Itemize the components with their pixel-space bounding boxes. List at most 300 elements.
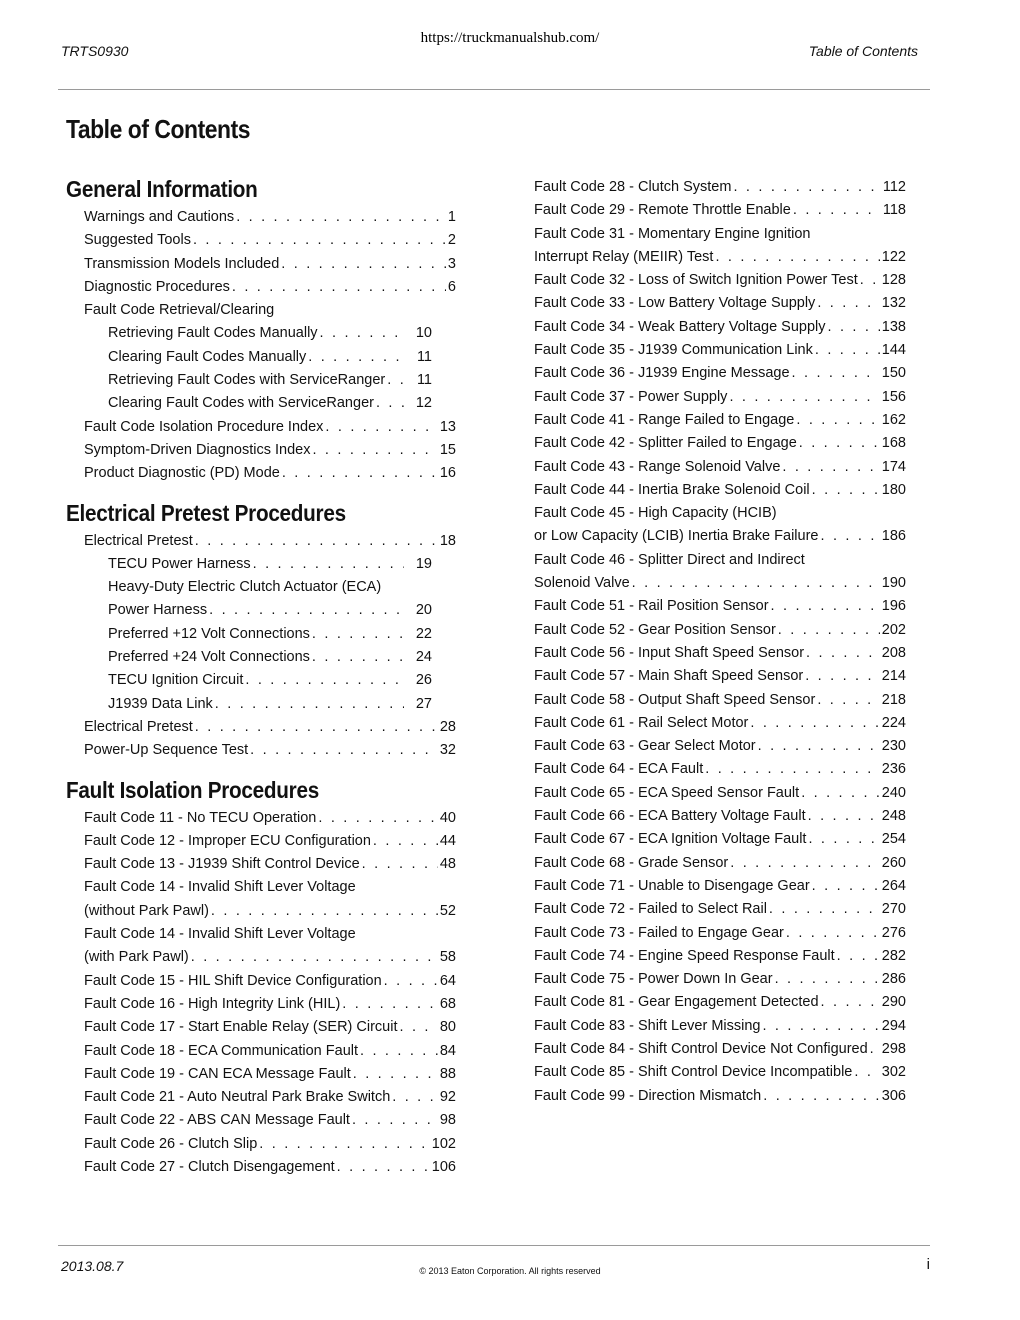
toc-page-number: 80 — [439, 1019, 456, 1036]
toc-entry-title: Fault Code 68 - Grade Sensor — [534, 854, 729, 871]
toc-page-number: 13 — [439, 418, 456, 435]
toc-entry[interactable] — [66, 1109, 456, 1132]
toc-entry[interactable] — [66, 946, 456, 969]
toc-entry-title: Fault Code 12 - Improper ECU Configuration — [84, 832, 371, 849]
toc-entry[interactable] — [534, 246, 906, 269]
dot-leader — [733, 176, 880, 199]
dot-leader — [817, 689, 879, 712]
toc-entry-title: Fault Code 33 - Low Battery Voltage Supply — [534, 295, 816, 312]
toc-entry[interactable] — [66, 599, 432, 622]
toc-section — [66, 176, 466, 486]
dot-leader — [778, 619, 880, 642]
toc-entry-title: Fault Code 51 - Rail Position Sensor — [534, 598, 769, 615]
dot-leader — [771, 595, 880, 618]
toc-page-number: 19 — [415, 555, 432, 572]
toc-entry[interactable] — [534, 362, 906, 385]
toc-page-number: 112 — [882, 179, 906, 195]
dot-leader — [360, 1040, 438, 1063]
dot-leader — [820, 525, 879, 548]
toc-entry[interactable] — [66, 346, 432, 369]
toc-entry-title: Fault Code 63 - Gear Select Motor — [534, 738, 756, 755]
toc-page-number: 2 — [447, 232, 456, 249]
toc-entry[interactable] — [534, 456, 906, 479]
toc-page-number: 286 — [881, 971, 906, 988]
toc-entry-title: Fault Code 58 - Output Shaft Speed Sensor — [534, 691, 816, 708]
toc-entry-title: Fault Code 42 - Splitter Failed to Engage — [534, 435, 797, 452]
dot-leader — [337, 1156, 430, 1179]
toc-page-number: 180 — [881, 481, 906, 498]
toc-page-number: 132 — [881, 295, 906, 312]
toc-entry-title: Fault Code 35 - J1939 Communication Link — [534, 342, 813, 359]
dot-leader — [821, 991, 880, 1014]
toc-page-number: 298 — [881, 1040, 906, 1057]
dot-leader — [799, 432, 880, 455]
toc-entry[interactable] — [66, 623, 432, 646]
toc-entry[interactable] — [66, 1133, 456, 1156]
toc-page-number: 24 — [415, 649, 432, 666]
toc-entry[interactable] — [534, 339, 906, 362]
toc-page-number: 214 — [881, 668, 906, 685]
dot-leader — [325, 416, 437, 439]
dot-leader — [792, 362, 880, 385]
dot-leader — [808, 828, 879, 851]
toc-entry-title: Warnings and Cautions — [84, 209, 235, 225]
toc-entry-title: Preferred +24 Volt Connections — [108, 649, 310, 666]
toc-entry-title: Fault Code 27 - Clutch Disengagement — [84, 1158, 335, 1175]
toc-entry-title: Fault Code Isolation Procedure Index — [84, 418, 324, 435]
toc-page-number: 276 — [881, 924, 906, 941]
source-url: https://truckmanualshub.com/ — [420, 30, 600, 46]
toc-entry-title: Fault Code 34 - Weak Battery Voltage Supply — [534, 318, 826, 335]
toc-entry[interactable] — [534, 479, 906, 502]
dot-leader — [782, 456, 879, 479]
toc-page-number: 240 — [881, 784, 906, 801]
toc-page-number: 12 — [415, 395, 432, 412]
dot-leader — [808, 805, 880, 828]
dot-leader — [312, 623, 404, 646]
toc-page-number: 248 — [881, 808, 906, 825]
dot-leader — [195, 716, 438, 739]
toc-entry-title: Fault Code 75 - Power Down In Gear — [534, 971, 773, 988]
toc-page-number: 230 — [881, 738, 906, 755]
toc-entry-title: Product Diagnostic (PD) Mode — [84, 465, 280, 482]
toc-entry[interactable] — [66, 646, 432, 669]
toc-entry-title: Transmission Models Included — [84, 255, 280, 272]
toc-entry-title: Fault Code 73 - Failed to Engage Gear — [534, 924, 784, 941]
dot-leader — [632, 572, 880, 595]
dot-leader — [211, 900, 438, 923]
toc-entry-title: Fault Code 66 - ECA Battery Voltage Fault — [534, 808, 806, 825]
dot-leader — [763, 1085, 880, 1108]
dot-leader — [806, 642, 880, 665]
toc-entry-heading[interactable]: Fault Code 45 - High Capacity (HCIB) — [534, 505, 777, 522]
toc-entry[interactable] — [66, 993, 456, 1016]
toc-entry[interactable] — [66, 462, 456, 485]
toc-page-number: 3 — [447, 255, 456, 272]
toc-entry-title: Fault Code 36 - J1939 Engine Message — [534, 365, 790, 382]
toc-entry[interactable] — [66, 669, 432, 692]
dot-leader — [812, 875, 880, 898]
toc-page-number: 6 — [447, 278, 456, 295]
toc-entry[interactable] — [66, 276, 456, 299]
toc-right-column — [534, 176, 914, 1108]
toc-page-number: 11 — [416, 348, 432, 365]
toc-entry[interactable] — [66, 553, 432, 576]
toc-page-number: 84 — [439, 1042, 456, 1059]
dot-leader — [250, 739, 438, 762]
toc-entry[interactable] — [66, 369, 432, 392]
toc-entry-title: Fault Code 71 - Unable to Disengage Gear — [534, 877, 810, 894]
toc-entry[interactable] — [66, 439, 456, 462]
toc-entry-heading[interactable]: Fault Code 46 - Splitter Direct and Indirect — [534, 551, 805, 568]
toc-entry[interactable] — [534, 945, 906, 968]
toc-entry[interactable] — [534, 968, 906, 991]
toc-entry[interactable] — [66, 1063, 456, 1086]
dot-leader — [373, 830, 438, 853]
toc-entry-heading[interactable]: Fault Code 14 - Invalid Shift Lever Voltage — [84, 926, 356, 943]
toc-page-number: 92 — [439, 1089, 456, 1106]
dot-leader — [828, 316, 880, 339]
dot-leader — [259, 1133, 430, 1156]
section-heading[interactable]: Fault Isolation Procedures — [66, 776, 319, 803]
toc-page-number: 138 — [881, 318, 906, 335]
toc-entry[interactable] — [534, 898, 906, 921]
dot-leader — [209, 599, 404, 622]
toc-page-number: 128 — [881, 272, 906, 289]
toc-entry[interactable] — [534, 1038, 906, 1061]
toc-entry-title: Retrieving Fault Codes Manually — [108, 325, 318, 342]
toc-page-number: 106 — [431, 1158, 456, 1175]
toc-entry-title: Fault Code 19 - CAN ECA Message Fault — [84, 1065, 351, 1082]
page-title: Table of Contents — [66, 114, 251, 144]
toc-entry[interactable] — [534, 712, 906, 735]
dot-leader — [215, 693, 404, 716]
toc-entry-title: Fault Code 26 - Clutch Slip — [84, 1135, 258, 1152]
dot-leader — [362, 853, 438, 876]
toc-page-number: 28 — [439, 718, 456, 735]
toc-entry[interactable] — [534, 595, 906, 618]
toc-entry-title: Fault Code 29 - Remote Throttle Enable — [534, 202, 791, 219]
dot-leader — [193, 229, 446, 252]
header-divider — [58, 89, 930, 90]
toc-entry[interactable] — [534, 782, 906, 805]
toc-entry-title: Fault Code 37 - Power Supply — [534, 388, 728, 405]
document-id: TRTS0930 — [61, 43, 129, 59]
toc-entry-heading[interactable]: Fault Code 14 - Invalid Shift Lever Voltage — [84, 879, 356, 896]
toc-entry-title: Fault Code 74 - Engine Speed Response Fault — [534, 947, 835, 964]
toc-entry-title: J1939 Data Link — [108, 695, 213, 712]
dot-leader — [786, 922, 880, 945]
dot-leader — [769, 898, 880, 921]
toc-entry[interactable] — [534, 805, 906, 828]
toc-entry[interactable] — [66, 229, 456, 252]
toc-entry[interactable] — [534, 689, 906, 712]
toc-entry-title: (without Park Pawl) — [84, 902, 209, 919]
toc-entry[interactable] — [534, 758, 906, 781]
dot-leader — [320, 322, 404, 345]
section-heading[interactable]: General Information — [66, 176, 258, 202]
toc-entry-title: Power-Up Sequence Test — [84, 742, 249, 759]
toc-entry-title: Diagnostic Procedures — [84, 278, 230, 295]
dot-leader — [253, 553, 404, 576]
toc-entry[interactable] — [534, 619, 906, 642]
toc-entry-title: Fault Code 83 - Shift Lever Missing — [534, 1017, 761, 1034]
toc-page-number: 156 — [881, 388, 906, 405]
toc-page-number: 27 — [415, 695, 432, 712]
dot-leader — [384, 970, 438, 993]
toc-page-number: 64 — [439, 972, 456, 989]
toc-entry-title: Fault Code 85 - Shift Control Device Incompatible — [534, 1064, 853, 1081]
dot-leader — [387, 369, 404, 392]
toc-entry-title: Electrical Pretest — [84, 718, 193, 735]
toc-page-number: 260 — [881, 854, 906, 871]
toc-entry-title: Fault Code 52 - Gear Position Sensor — [534, 621, 776, 638]
toc-entry[interactable] — [66, 1156, 456, 1179]
dot-leader — [352, 1109, 438, 1132]
toc-entry-title: Fault Code 84 - Shift Control Device Not Configured — [534, 1040, 868, 1057]
toc-entry-title: Electrical Pretest — [84, 532, 193, 549]
toc-page-number: 1 — [447, 209, 456, 225]
toc-entry[interactable] — [534, 199, 906, 222]
dot-leader — [801, 782, 880, 805]
dot-leader — [729, 386, 879, 409]
dot-leader — [758, 735, 880, 758]
dot-leader — [195, 530, 438, 553]
toc-entry[interactable] — [66, 853, 456, 876]
toc-entry[interactable] — [66, 716, 456, 739]
toc-entry[interactable] — [66, 739, 456, 762]
toc-entry[interactable] — [534, 292, 906, 315]
toc-page-number: 22 — [415, 625, 432, 642]
toc-page-number: 264 — [881, 877, 906, 894]
toc-page-number: 290 — [881, 994, 906, 1011]
toc-entry[interactable] — [534, 316, 906, 339]
toc-entry-title: Fault Code 81 - Gear Engagement Detected — [534, 994, 819, 1011]
toc-entry[interactable] — [66, 900, 456, 923]
toc-entry-title: (with Park Pawl) — [84, 949, 189, 966]
toc-entry-title: Solenoid Valve — [534, 575, 630, 592]
dot-leader — [860, 269, 880, 292]
dot-leader — [318, 807, 437, 830]
toc-page-number: 208 — [881, 644, 906, 661]
toc-page-number: 48 — [439, 856, 456, 873]
dot-leader — [793, 199, 881, 222]
toc-entry-title: Interrupt Relay (MEIIR) Test — [534, 248, 714, 265]
toc-section — [66, 500, 466, 763]
toc-entry[interactable] — [66, 206, 456, 229]
toc-page-number: 144 — [881, 342, 906, 359]
toc-entry-title: Fault Code 13 - J1939 Shift Control Device — [84, 856, 360, 873]
toc-entry[interactable] — [66, 693, 432, 716]
toc-entry[interactable] — [534, 991, 906, 1014]
toc-page-number: 122 — [881, 248, 906, 265]
toc-entry-title: TECU Ignition Circuit — [108, 672, 244, 689]
toc-entry-title: or Low Capacity (LCIB) Inertia Brake Failure — [534, 528, 819, 545]
toc-page-number: 150 — [881, 365, 906, 382]
toc-entry-heading[interactable]: Fault Code Retrieval/Clearing — [84, 302, 275, 319]
dot-leader — [715, 246, 879, 269]
toc-page-number: 118 — [882, 202, 906, 219]
toc-entry-title: Fault Code 17 - Start Enable Relay (SER) Circuit — [84, 1019, 398, 1036]
toc-entry-title: TECU Power Harness — [108, 555, 251, 572]
toc-entry-title: Power Harness — [108, 602, 208, 619]
toc-page-number: 15 — [439, 441, 456, 458]
toc-entry-title: Fault Code 43 - Range Solenoid Valve — [534, 458, 781, 475]
toc-page-number: 302 — [881, 1064, 906, 1081]
toc-entry-heading[interactable]: Heavy-Duty Electric Clutch Actuator (ECA) — [108, 579, 382, 596]
toc-entry-title: Fault Code 32 - Loss of Switch Ignition Power Test — [534, 272, 858, 289]
toc-page-number: 174 — [881, 458, 906, 475]
header-section-title: Table of Contents — [808, 43, 918, 59]
toc-entry-title: Fault Code 56 - Input Shaft Speed Sensor — [534, 644, 805, 661]
toc-entry[interactable] — [534, 386, 906, 409]
dot-leader — [236, 206, 446, 229]
toc-entry[interactable] — [66, 416, 456, 439]
toc-entry[interactable] — [534, 1085, 906, 1108]
toc-page-number: 168 — [881, 435, 906, 452]
dot-leader — [817, 292, 879, 315]
toc-page-number: 40 — [439, 809, 456, 826]
toc-entry[interactable] — [66, 322, 432, 345]
toc-entry-title: Fault Code 61 - Rail Select Motor — [534, 714, 749, 731]
toc-entry-title: Fault Code 21 - Auto Neutral Park Brake Switch — [84, 1089, 391, 1106]
toc-entry-title: Fault Code 28 - Clutch System — [534, 179, 732, 195]
toc-page-number: 218 — [881, 691, 906, 708]
toc-page-number: 44 — [439, 832, 456, 849]
toc-page-number: 254 — [881, 831, 906, 848]
dot-leader — [342, 993, 438, 1016]
dot-leader — [376, 392, 404, 415]
dot-leader — [705, 758, 880, 781]
dot-leader — [812, 479, 880, 502]
dot-leader — [281, 253, 446, 276]
toc-section — [66, 777, 466, 1180]
toc-page-number: 190 — [881, 575, 906, 592]
toc-page-number: 52 — [439, 902, 456, 919]
dot-leader — [312, 439, 437, 462]
toc-entry[interactable] — [66, 1086, 456, 1109]
toc-entry-title: Fault Code 11 - No TECU Operation — [84, 809, 317, 826]
toc-entry-title: Fault Code 65 - ECA Speed Sensor Fault — [534, 784, 800, 801]
toc-entry[interactable] — [534, 922, 906, 945]
toc-page-number: 20 — [415, 602, 432, 619]
dot-leader — [837, 945, 880, 968]
toc-entry[interactable] — [66, 830, 456, 853]
toc-entry-title: Symptom-Driven Diagnostics Index — [84, 441, 311, 458]
toc-page-number: 16 — [439, 465, 456, 482]
toc-page-number: 32 — [439, 742, 456, 759]
toc-entry-title: Fault Code 72 - Failed to Select Rail — [534, 901, 767, 918]
toc-entry[interactable] — [66, 1040, 456, 1063]
toc-entry[interactable] — [534, 735, 906, 758]
toc-entry-title: Preferred +12 Volt Connections — [108, 625, 310, 642]
toc-entry[interactable] — [534, 1061, 906, 1084]
dot-leader — [245, 669, 404, 692]
toc-page-number: 102 — [431, 1135, 456, 1152]
toc-page-number: 162 — [881, 411, 906, 428]
toc-left-column — [66, 176, 466, 1193]
toc-entry[interactable] — [534, 665, 906, 688]
dot-leader — [805, 665, 880, 688]
dot-leader — [232, 276, 446, 299]
toc-page-number: 282 — [881, 947, 906, 964]
dot-leader — [400, 1016, 438, 1039]
toc-entry-title: Suggested Tools — [84, 232, 191, 249]
dot-leader — [775, 968, 880, 991]
toc-entry[interactable] — [534, 642, 906, 665]
dot-leader — [392, 1086, 438, 1109]
toc-page-number: 294 — [881, 1017, 906, 1034]
toc-page-number: 18 — [439, 532, 456, 549]
toc-entry[interactable] — [534, 828, 906, 851]
dot-leader — [750, 712, 879, 735]
toc-entry-title: Fault Code 64 - ECA Fault — [534, 761, 704, 778]
toc-entry[interactable] — [534, 572, 906, 595]
footer-divider — [58, 1245, 930, 1246]
toc-entry-title: Fault Code 44 - Inertia Brake Solenoid Coil — [534, 481, 810, 498]
dot-leader — [308, 346, 404, 369]
dot-leader — [282, 462, 438, 485]
dot-leader — [312, 646, 404, 669]
toc-entry-title: Fault Code 41 - Range Failed to Engage — [534, 411, 795, 428]
dot-leader — [762, 1015, 879, 1038]
dot-leader — [854, 1061, 879, 1084]
toc-entry-title: Clearing Fault Codes with ServiceRanger — [108, 395, 374, 412]
toc-entry[interactable] — [66, 970, 456, 993]
toc-entry-title: Fault Code 57 - Main Shaft Speed Sensor — [534, 668, 804, 685]
toc-entry-title: Fault Code 99 - Direction Mismatch — [534, 1087, 762, 1104]
toc-page-number: 10 — [415, 325, 432, 342]
toc-entry[interactable] — [66, 253, 456, 276]
toc-entry-title: Fault Code 18 - ECA Communication Fault — [84, 1042, 359, 1059]
toc-entry[interactable] — [534, 1015, 906, 1038]
toc-entry[interactable] — [534, 409, 906, 432]
toc-entry-title: Clearing Fault Codes Manually — [108, 348, 307, 365]
dot-leader — [815, 339, 880, 362]
toc-page-number: 236 — [881, 761, 906, 778]
dot-leader — [730, 852, 880, 875]
toc-entry-title: Fault Code 67 - ECA Ignition Voltage Fault — [534, 831, 807, 848]
toc-entry[interactable] — [66, 1016, 456, 1039]
toc-page-number: 98 — [439, 1112, 456, 1129]
toc-page-number: 11 — [416, 372, 432, 389]
toc-entry[interactable] — [534, 875, 906, 898]
toc-entry-heading[interactable]: Fault Code 31 - Momentary Engine Ignition — [534, 225, 811, 242]
toc-entry[interactable] — [66, 530, 456, 553]
toc-entry[interactable] — [534, 269, 906, 292]
toc-entry-title: Fault Code 22 - ABS CAN Message Fault — [84, 1112, 350, 1129]
toc-entry[interactable] — [66, 392, 432, 415]
dot-leader — [796, 409, 879, 432]
toc-page-number: 26 — [415, 672, 432, 689]
toc-entry[interactable] — [534, 432, 906, 455]
dot-leader — [191, 946, 438, 969]
toc-page-number: 196 — [881, 598, 906, 615]
toc-page-number: 224 — [881, 714, 906, 731]
toc-entry-title: Retrieving Fault Codes with ServiceRanger — [108, 372, 386, 389]
toc-entry[interactable] — [534, 176, 906, 199]
footer-page-number: i — [926, 1256, 930, 1273]
toc-page-number: 270 — [881, 901, 906, 918]
dot-leader — [870, 1038, 880, 1061]
footer-copyright: © 2013 Eaton Corporation. All rights reserved — [419, 1266, 601, 1276]
toc-page-number: 88 — [439, 1065, 456, 1082]
section-heading[interactable]: Electrical Pretest Procedures — [66, 499, 346, 526]
toc-entry[interactable] — [534, 852, 906, 875]
toc-entry[interactable] — [534, 525, 906, 548]
toc-entry-title: Fault Code 16 - High Integrity Link (HIL) — [84, 995, 341, 1012]
toc-entry[interactable] — [66, 807, 456, 830]
